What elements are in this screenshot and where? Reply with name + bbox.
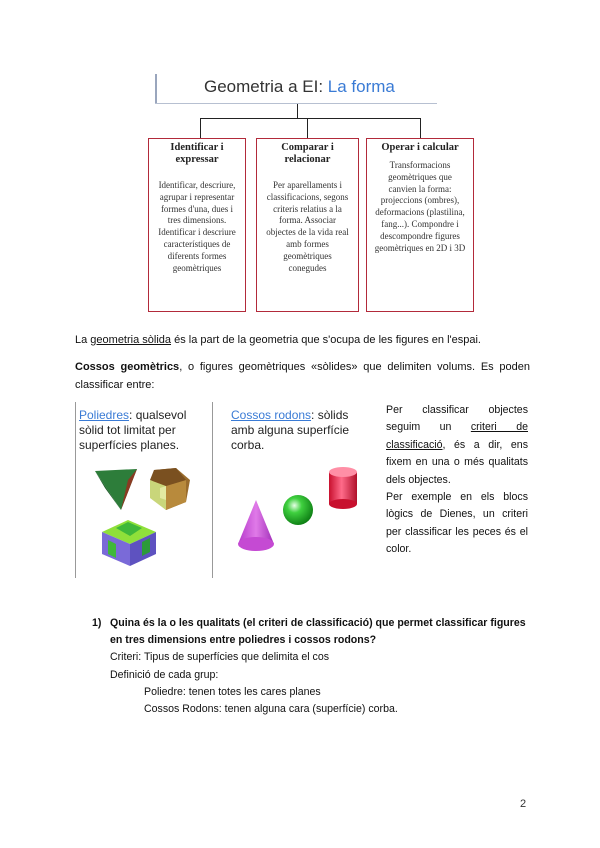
- tree-drop-left: [200, 118, 201, 138]
- box-body: Identificar, descriure, agrupar i representar formes d'una, dues i tres dimensions. Identificar i descriure característiques de diferents formes geomètriques: [158, 180, 236, 273]
- poliedres-description: Poliedres: qualsevol sòlid tot limitat per superfícies planes.: [79, 408, 187, 452]
- definicio-heading: Definició de cada grup:: [110, 668, 219, 681]
- box-comparar: [256, 138, 359, 312]
- page-title: [204, 77, 395, 97]
- truncated-cube-illustration: [146, 466, 192, 512]
- tree-drop-mid: [307, 118, 308, 138]
- tetrahedron-illustration: [95, 466, 145, 516]
- box-body: Transformacions geomètriques que canvien la forma: projeccions (ombres), deformacions (plastilina, fang...). Compondre i descompondre figures geomètriques en 2D i 3D: [374, 160, 466, 253]
- header-underline: [155, 103, 437, 104]
- page-number: 2: [520, 798, 527, 810]
- dienes-paragraph: Per exemple en els blocs lògics de Dienes, un criteri per classificar les peces és el color.: [386, 491, 528, 556]
- box-title: Operar i calcular: [381, 142, 459, 153]
- middle-column-rule: [212, 402, 213, 578]
- cossos-rodons-link[interactable]: Cossos rodons: [231, 408, 312, 422]
- cossos-rodons-description: Cossos rodons: sòlids amb alguna superfície corba.: [231, 408, 350, 452]
- title-accent: La forma: [327, 77, 395, 96]
- classification-explanation: [386, 402, 528, 559]
- question-text: Quina és la o les qualitats (el criteri de classificació) que permet classificar figures en tres dimensions entre poliedres i cossos rodons?: [110, 617, 526, 647]
- geometria-solida-term: geometria sòlida: [90, 334, 172, 346]
- title-prefix: Geometria a EI:: [204, 77, 328, 96]
- criteri-answer: Criteri: Tipus de superfícies que delimita el cos: [110, 651, 330, 664]
- cossos-geometrics-term: Cossos geomètrics: [75, 361, 180, 373]
- criteri-classificacio-term: criteri de classificació: [386, 421, 528, 451]
- intro-paragraph-2: Cossos geomètrics, o figures geomètriques «sòlides» que delimiten volums. Es poden classificar entre:: [75, 361, 530, 391]
- question-1: [92, 615, 532, 718]
- poliedres-link[interactable]: Poliedres: [79, 408, 130, 422]
- rodons-definition: Cossos Rodons: tenen alguna cara (superfície) corba.: [144, 703, 398, 716]
- box-body: Per aparellaments i classificacions, segons criteris relatius a la forma. Associar objectes de la vida real amb formes geomètriques conegudes: [266, 180, 349, 273]
- tree-stem: [297, 104, 298, 118]
- question-number: 1): [92, 617, 102, 629]
- box-title: Comparar i relacionar: [281, 142, 334, 165]
- cone-illustration: [236, 500, 276, 554]
- tree-bar: [200, 118, 420, 119]
- header-rule: [155, 74, 157, 104]
- box-identificar: [148, 138, 246, 312]
- tree-drop-right: [420, 118, 421, 138]
- sphere-illustration: [282, 494, 314, 526]
- rhombic-polyhedron-illustration: [98, 518, 160, 568]
- criteri-paragraph: Per classificar objectes seguim un criteri de classificació, és a dir, ens fixem en una o més qualitats dels objectes.: [386, 404, 528, 486]
- box-operar: [366, 138, 474, 312]
- intro-paragraph-1: La geometria sòlida és la part de la geometria que s'ocupa de les figures en l'espai.: [75, 334, 481, 346]
- box-title: Identificar i expressar: [170, 142, 224, 165]
- cylinder-illustration: [328, 466, 358, 510]
- poliedre-definition: Poliedre: tenen totes les cares planes: [144, 685, 321, 698]
- left-column-rule: [75, 402, 76, 578]
